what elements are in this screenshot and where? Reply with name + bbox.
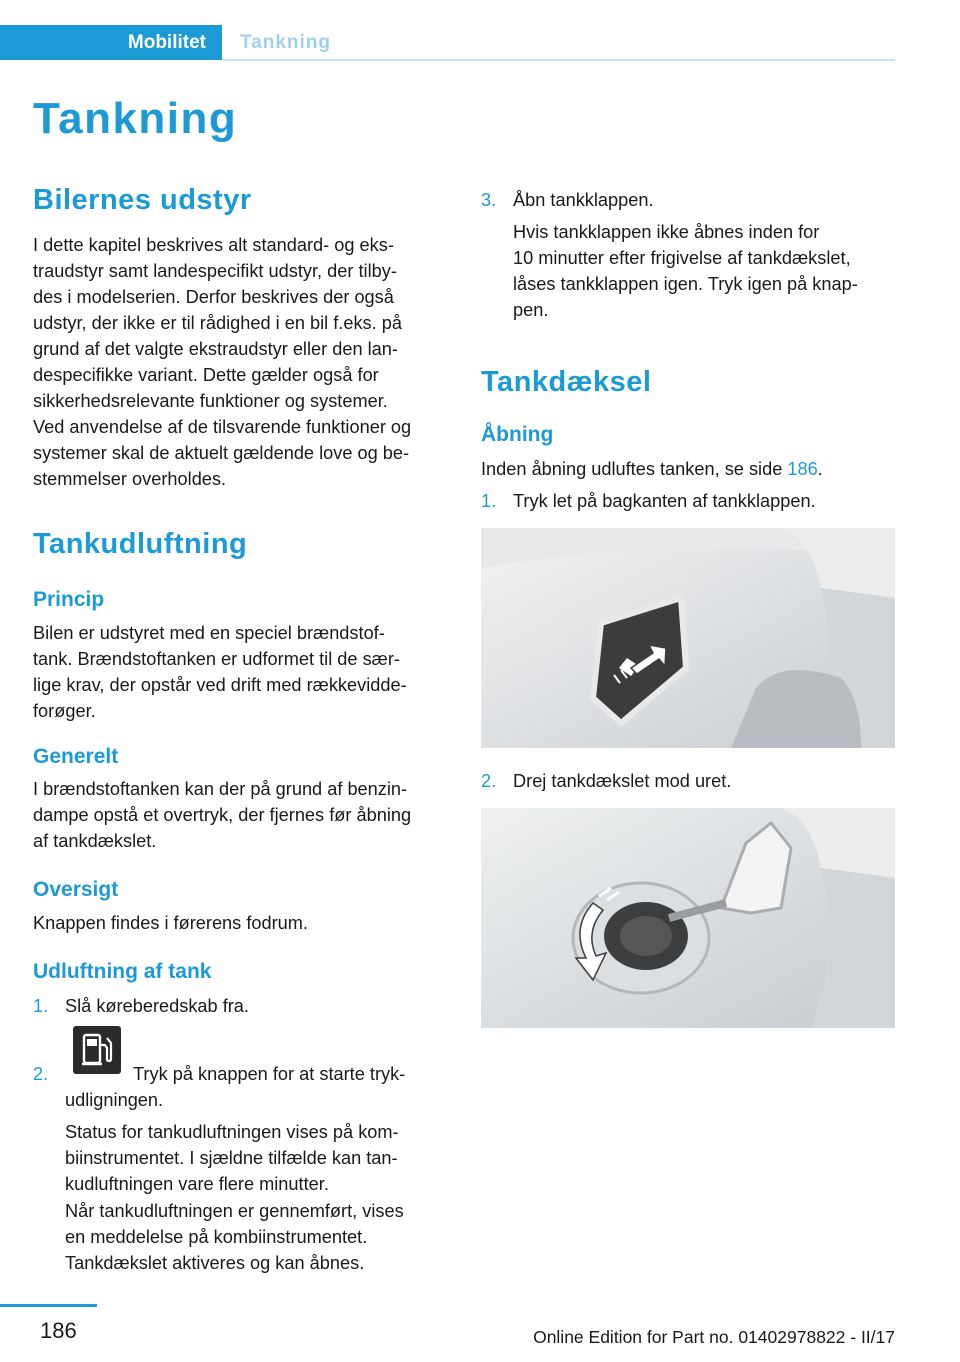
text-line: en meddelelse på kombiinstrumentet. xyxy=(65,1227,368,1247)
fuel-pump-icon xyxy=(73,1026,121,1074)
step-text: Drej tankdækslet mod uret. xyxy=(513,771,732,791)
text-line: lige krav, der opstår ved drift med rækkevidde- xyxy=(33,675,407,695)
generelt-paragraph xyxy=(33,776,411,854)
tab-tankning[interactable]: Tankning xyxy=(240,31,332,53)
text-line: Tankdækslet aktiveres og kan åbnes. xyxy=(65,1253,365,1273)
fuel-cap-illustration xyxy=(481,808,895,1028)
text-line: 10 minutter efter frigivelse af tankdækslet, xyxy=(513,248,851,268)
fuel-pump-glyph xyxy=(80,1031,114,1069)
text-line: I dette kapitel beskrives alt standard- og eks- xyxy=(33,235,394,255)
text-line: sikkerhedsrelevante funktioner og systemer. xyxy=(33,391,388,411)
step-number: 1. xyxy=(33,996,49,1016)
text-line: Når tankudluftningen er gennemført, vises xyxy=(65,1201,404,1221)
step-text: Åbn tankklappen. xyxy=(513,190,654,210)
text-line: despecifikke variant. Dette gælder også for xyxy=(33,365,379,385)
step-text: udligningen. xyxy=(65,1090,164,1110)
list-item-cap-step-2 xyxy=(481,768,895,794)
heading-abning: Åbning xyxy=(481,423,554,446)
text-line: udstyr, der ikke er til rådighed i en bil f.eks. på xyxy=(33,313,402,333)
heading-princip: Princip xyxy=(33,588,105,611)
heading-bilernes-udstyr: Bilernes udstyr xyxy=(33,184,252,216)
text-line: Bilen er udstyret med en speciel brændstof- xyxy=(33,623,385,643)
text-line: systemer skal de aktuelt gældende love og be- xyxy=(33,443,410,463)
text-line: traudstyr samt landespecifikt udstyr, der tilby- xyxy=(33,261,397,281)
list-item-step-1 xyxy=(33,993,448,1019)
text-line: dampe opstå et overtryk, der fjernes før åbning xyxy=(33,805,412,825)
list-item-cap-step-1 xyxy=(481,488,895,514)
text-line: des i modelserien. Derfor beskrives der også xyxy=(33,287,394,307)
edition-note: Online Edition for Part no. 01402978822 - II/17 xyxy=(533,1327,895,1347)
header-divider xyxy=(222,59,895,61)
step-2-complete-paragraph xyxy=(65,1198,404,1276)
text-line: Hvis tankklappen ikke åbnes inden for xyxy=(513,222,820,242)
step-number: 1. xyxy=(481,491,497,511)
step-number: 2. xyxy=(481,771,497,791)
footer-divider xyxy=(0,1304,97,1307)
step-number: 2. xyxy=(33,1064,49,1084)
photo-fuel-flap xyxy=(481,528,895,748)
abning-paragraph xyxy=(481,456,823,482)
text-line: Ved anvendelse af de tilsvarende funktioner og xyxy=(33,417,412,437)
page-title: Tankning xyxy=(33,94,238,143)
text-line: Knappen findes i førerens fodrum. xyxy=(33,913,308,933)
text-line: biinstrumentet. I sjældne tilfælde kan tan- xyxy=(65,1148,398,1168)
text-line: pen. xyxy=(513,300,549,320)
text-line: kudluftningen vare flere minutter. xyxy=(65,1174,329,1194)
princip-paragraph xyxy=(33,620,407,724)
text-line: tank. Brændstoftanken er udformet til de sær- xyxy=(33,649,400,669)
step-text: Tryk på knappen for at starte tryk- xyxy=(133,1064,406,1084)
heading-udluftning-af-tank: Udluftning af tank xyxy=(33,960,212,983)
list-item-step-3 xyxy=(481,187,895,327)
photo-fuel-cap xyxy=(481,808,895,1028)
step-3-paragraph xyxy=(513,219,858,323)
text-line: I brændstoftanken kan der på grund af benzin- xyxy=(33,779,408,799)
text-line: stemmelser overholdes. xyxy=(33,469,227,489)
text-segment: Inden åbning udluftes tanken, se side xyxy=(481,459,788,479)
step-text: Tryk let på bagkanten af tankklappen. xyxy=(513,491,816,511)
heading-tankdaeksel: Tankdæksel xyxy=(481,366,652,398)
step-2-status-paragraph xyxy=(65,1119,399,1197)
text-line: forøger. xyxy=(33,701,96,721)
text-line: låses tankklappen igen. Tryk igen på knap- xyxy=(513,274,858,294)
header-tabbar xyxy=(0,25,895,61)
heading-generelt: Generelt xyxy=(33,745,119,768)
fuel-flap-illustration xyxy=(481,528,895,748)
page-link-186[interactable]: 186 xyxy=(787,459,818,479)
step-text: Slå køreberedskab fra. xyxy=(65,996,249,1016)
page-number: 186 xyxy=(40,1318,77,1343)
step-number: 3. xyxy=(481,190,497,210)
list-item-step-2 xyxy=(33,1026,448,1286)
heading-tankudluftning: Tankudluftning xyxy=(33,528,248,560)
text-line: Status for tankudluftningen vises på kom- xyxy=(65,1122,399,1142)
oversigt-paragraph xyxy=(33,910,308,936)
text-line: grund af det valgte ekstraudstyr eller den lan- xyxy=(33,339,398,359)
bilernes-paragraph xyxy=(33,232,411,492)
text-segment: . xyxy=(817,459,823,479)
heading-oversigt: Oversigt xyxy=(33,878,119,901)
tab-mobilitet[interactable]: Mobilitet xyxy=(0,25,222,60)
text-line: af tankdækslet. xyxy=(33,831,157,851)
